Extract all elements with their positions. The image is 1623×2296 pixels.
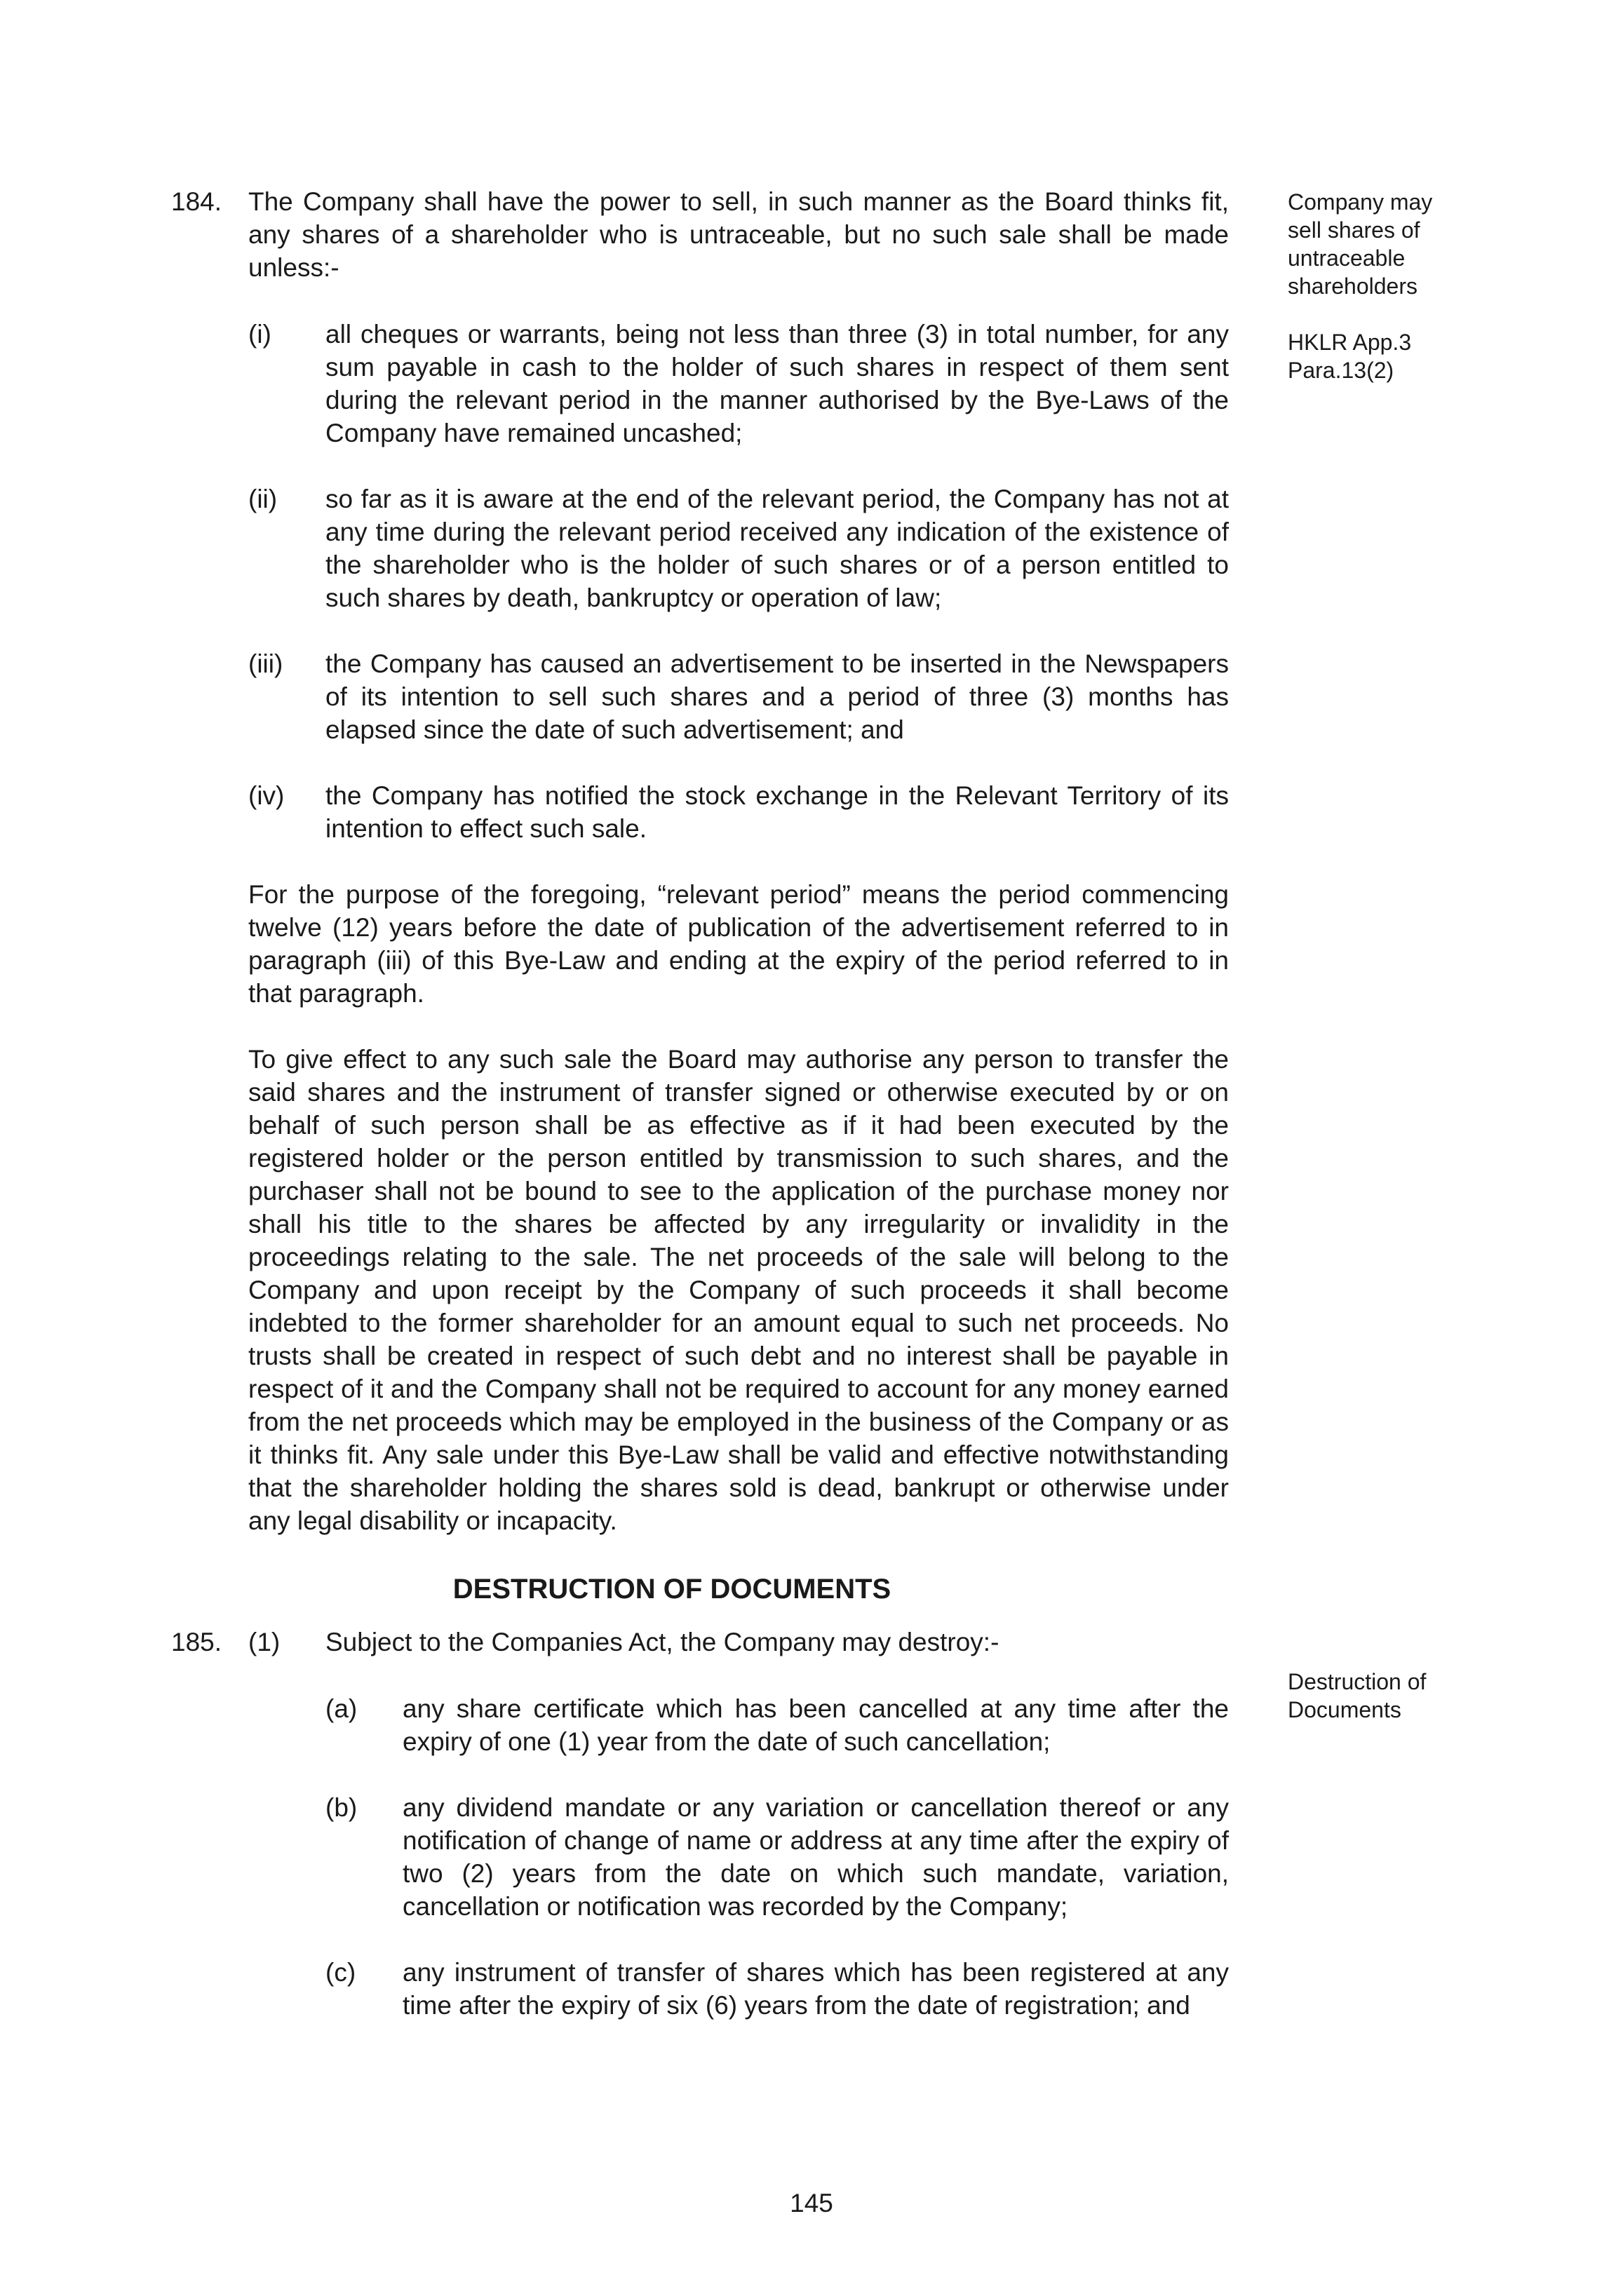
clause-text: the Company has notified the stock exchange in the Relevant Territory of its intention to effect such sale. [325,781,1229,843]
paragraph-sale-effect: To give effect to any such sale the Board may authorise any person to transfer the said shares and the instrument of transfer signed or otherwise executed by or on behalf of such person shall be as effective as if it had been executed by the registered holder or the person entitled by transmission to such shares, and the purchaser shall not be bound to see to the application of the purchase money nor shall his title to the shares be affected by any irregularity or invalidity in the proceedings relating to the sale. The net proceeds of the sale will belong to the Company and upon receipt by the Company of such proceeds it shall become indebted to the former shareholder for an amount equal to such net proceeds. No trusts shall be created in respect of such debt and no interest shall be payable in respect of it and the Company shall not be required to account for any money earned from the net proceeds which may be employed in the business of the Company or as it thinks fit. Any sale under this Bye-Law shall be valid and effective notwithstanding that the shareholder holding the shares sold is dead, bankrupt or otherwise under any legal disability or incapacity. [248,1045,1229,1535]
clause-label: (iii) [248,649,283,678]
side-note-ref-line1: HKLR App.3 [1288,330,1412,355]
clause-item [171,318,1229,450]
side-note-destruction-line2: Documents [1288,1697,1401,1722]
bylaw-number: 184. [171,187,222,216]
side-note-untraceable [1288,188,1568,300]
side-note-destruction-line1: Destruction of [1288,1669,1427,1694]
clause-text: the Company has caused an advertisement to be inserted in the Newspapers of its intention to sell such shares and a period of three (3) months has elapsed since the date of such advertisement; and [325,649,1229,744]
clause-item [171,1692,1229,1758]
bylaw-number: 185. [171,1628,222,1656]
paragraph-relevant-period: For the purpose of the foregoing, “relevant period” means the period commencing twelve (12) years before the date of publication of the advertisement referred to in paragraph (iii) of this Bye-Law and ending at the expiry of the period referred to in that paragraph. [248,880,1229,1008]
clause-label: (i) [248,320,271,349]
clause-label: (c) [325,1958,356,1987]
side-note-destruction [1288,1668,1568,1724]
clause-text: so far as it is aware at the end of the relevant period, the Company has not at any time during the relevant period received any indication of the existence of the shareholder who is the holder of such shares or of a person entitled to such shares by death, bankruptcy or operation of law; [325,485,1229,612]
clause-label: (b) [325,1793,358,1822]
side-note-text: Company may sell shares of untraceable shareholders [1288,189,1433,299]
main-text-column [171,185,1229,2022]
bylaw-185 [171,1626,1229,1659]
clause-text: any instrument of transfer of shares which has been registered at any time after the expiry of six (6) years from the date of registration; and [403,1958,1229,2020]
clause-item [171,1956,1229,2022]
side-note-hklr-reference [1288,328,1568,384]
clause-item [171,482,1229,614]
section-heading: DESTRUCTION OF DOCUMENTS [452,1574,891,1605]
bylaw-intro: Subject to the Companies Act, the Company may destroy:- [325,1628,999,1656]
clause-text: any share certificate which has been cancelled at any time after the expiry of one (1) year from the date of such cancellation; [403,1694,1229,1756]
clause-label: (a) [325,1694,358,1723]
bylaw-184 [171,185,1229,284]
subclause-label: (1) [248,1628,281,1656]
clause-text: any dividend mandate or any variation or cancellation thereof or any notification of change of name or address at any time after the expiry of two (2) years from the date on which such mandate, variation, cancellation or notification was recorded by the Company; [403,1793,1229,1921]
page-number: 145 [790,2189,833,2217]
clause-item [171,647,1229,746]
bylaw-intro: The Company shall have the power to sell, in such manner as the Board thinks fit, any shares of a shareholder who is untraceable, but no such sale shall be made unless:- [248,187,1229,282]
clause-label: (ii) [248,485,278,513]
clause-item [171,1791,1229,1923]
side-note-ref-line2: Para.13(2) [1288,358,1394,383]
clause-text: all cheques or warrants, being not less than three (3) in total number, for any sum payable in cash to the holder of such shares in respect of them sent during the relevant period in the manner authorised by the Bye-Laws of the Company have remained uncashed; [325,320,1229,447]
clause-item [171,779,1229,845]
clause-label: (iv) [248,781,285,810]
